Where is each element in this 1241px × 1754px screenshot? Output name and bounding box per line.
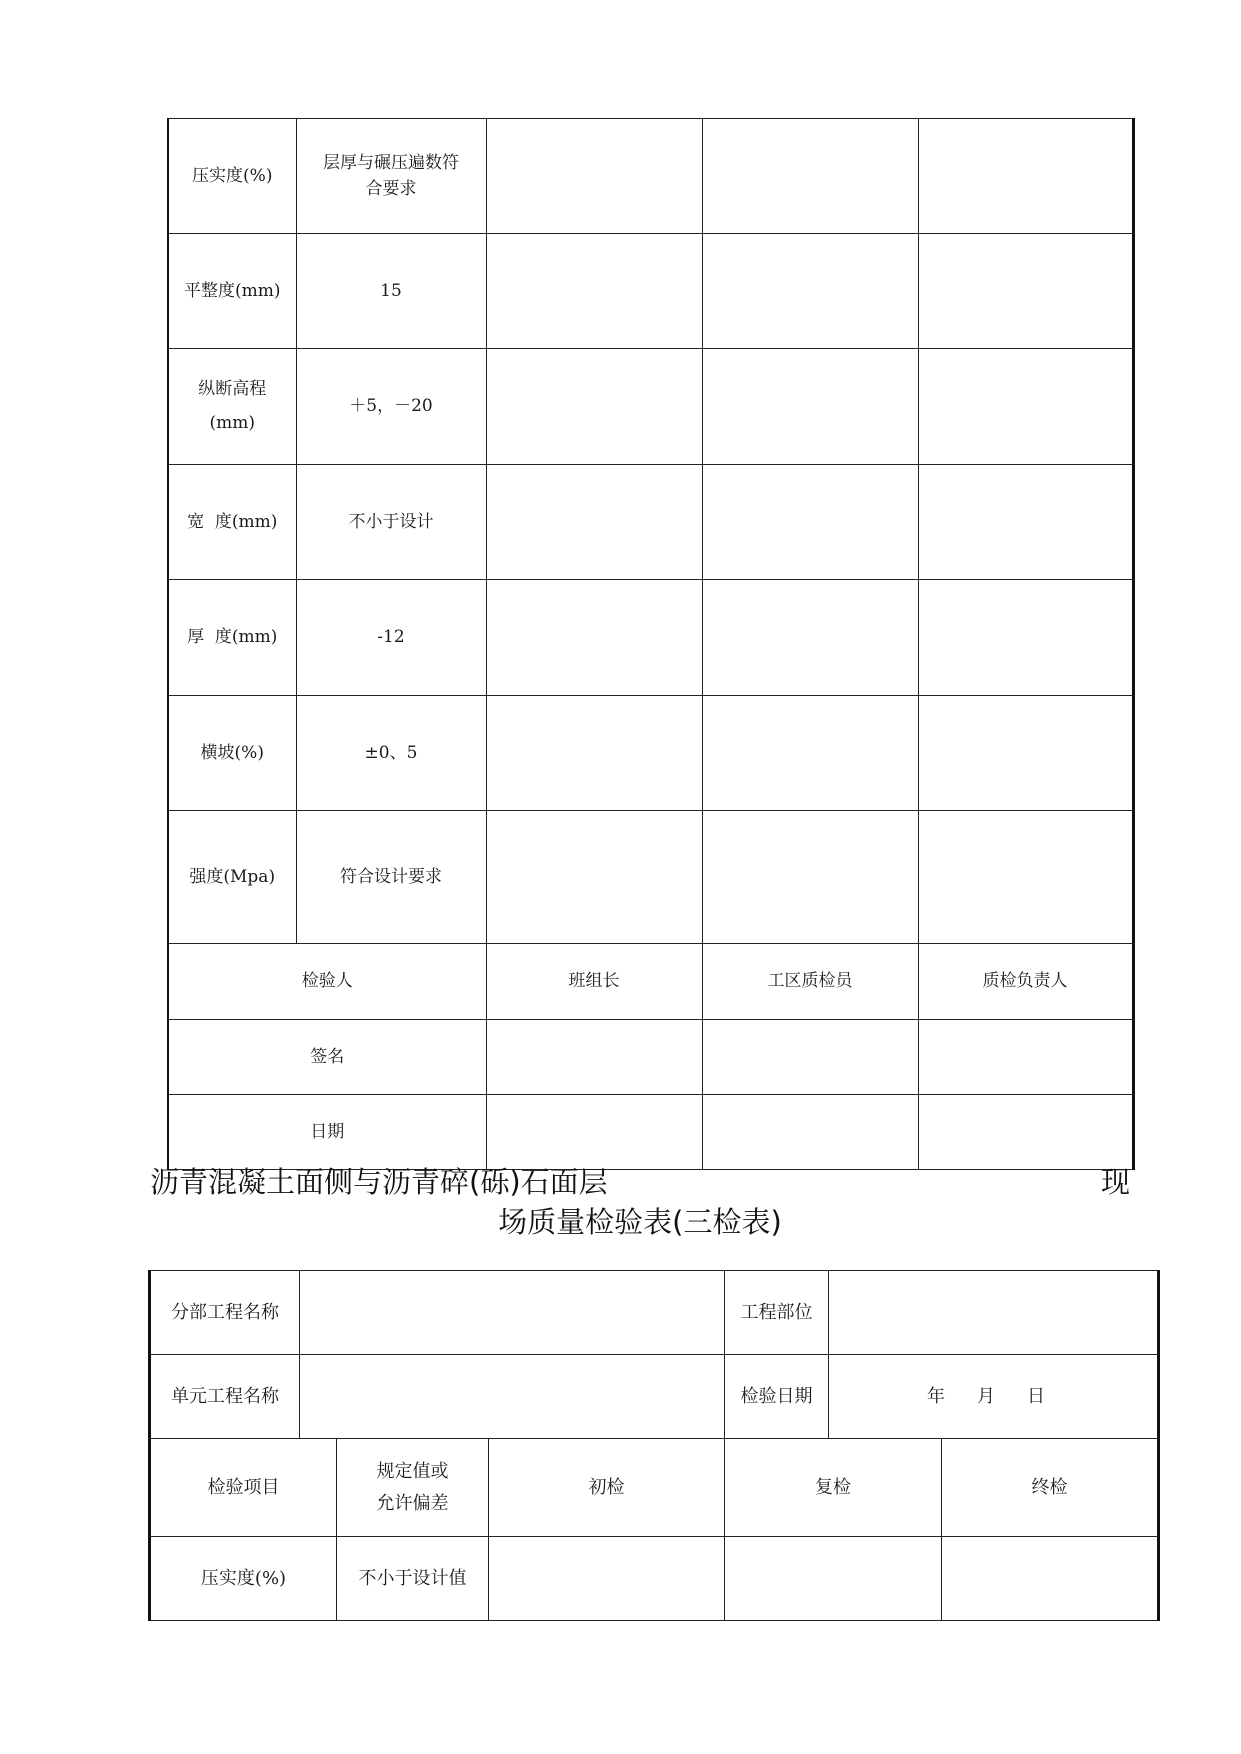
item-cell: 厚 度(mm) [168, 580, 296, 696]
division-row [150, 1271, 1159, 1355]
first-check-cell [486, 234, 702, 349]
final-check-cell [918, 119, 1133, 234]
division-name-field[interactable] [300, 1271, 725, 1355]
division-label: 分部工程名称 [150, 1271, 300, 1355]
first-check-cell[interactable] [489, 1537, 725, 1621]
final-check-header: 终检 [942, 1439, 1159, 1537]
table-row [168, 811, 1133, 944]
spec-cell: 不小于设计值 [337, 1537, 489, 1621]
header-row [150, 1439, 1159, 1537]
date-label: 日期 [168, 1095, 486, 1170]
inspector-header: 检验人 [168, 944, 486, 1020]
second-check-header: 复检 [725, 1439, 942, 1537]
signature-header-row [168, 944, 1133, 1020]
second-check-cell [702, 349, 918, 465]
unit-label: 单元工程名称 [150, 1355, 300, 1439]
first-check-cell [486, 580, 702, 696]
location-field[interactable] [829, 1271, 1159, 1355]
item-cell: 横坡(%) [168, 696, 296, 811]
location-label: 工程部位 [725, 1271, 829, 1355]
spec-header: 规定值或允许偏差 [337, 1439, 489, 1537]
form-title-line1 [150, 1160, 1130, 1201]
area-inspector-date[interactable] [702, 1095, 918, 1170]
item-cell: 平整度(mm) [168, 234, 296, 349]
final-check-cell [918, 811, 1133, 944]
spec-cell: 不小于设计 [296, 465, 486, 580]
item-cell: 强度(Mpa) [168, 811, 296, 944]
item-cell: 压实度(%) [168, 119, 296, 234]
second-check-cell [702, 465, 918, 580]
table-row [168, 580, 1133, 696]
second-check-cell[interactable] [725, 1537, 942, 1621]
item-header: 检验项目 [150, 1439, 337, 1537]
final-check-cell [918, 465, 1133, 580]
date-day: 日 [1027, 1385, 1046, 1407]
qc-manager-signature[interactable] [918, 1020, 1133, 1095]
form-title-right: 现 [1100, 1165, 1130, 1199]
table-row [168, 119, 1133, 234]
final-check-cell [918, 349, 1133, 465]
date-row [168, 1095, 1133, 1170]
form-title-line2: 场质量检验表(三检表) [498, 1205, 782, 1239]
first-check-cell [486, 696, 702, 811]
area-inspector-header: 工区质检员 [702, 944, 918, 1020]
second-check-cell [702, 580, 918, 696]
second-check-cell [702, 234, 918, 349]
spec-cell: 15 [296, 234, 486, 349]
table-row [168, 465, 1133, 580]
date-year: 年 [927, 1385, 946, 1407]
item-cell: 压实度(%) [150, 1537, 337, 1621]
unit-name-field[interactable] [300, 1355, 725, 1439]
inspection-date-label: 检验日期 [725, 1355, 829, 1439]
final-check-cell [918, 696, 1133, 811]
inspection-form-table [148, 1270, 1160, 1621]
team-leader-date[interactable] [486, 1095, 702, 1170]
second-check-cell [702, 696, 918, 811]
signature-row [168, 1020, 1133, 1095]
second-check-cell [702, 119, 918, 234]
second-check-cell [702, 811, 918, 944]
first-check-header: 初检 [489, 1439, 725, 1537]
table-row [168, 349, 1133, 465]
spec-cell: 符合设计要求 [296, 811, 486, 944]
table-row [150, 1537, 1159, 1621]
spec-cell: ＋5，－20 [296, 349, 486, 465]
final-check-cell [918, 234, 1133, 349]
item-cell: 宽 度(mm) [168, 465, 296, 580]
final-check-cell[interactable] [942, 1537, 1159, 1621]
team-leader-signature[interactable] [486, 1020, 702, 1095]
first-check-cell [486, 811, 702, 944]
final-check-cell [918, 580, 1133, 696]
spec-cell: 层厚与碾压遍数符合要求 [296, 119, 486, 234]
qc-manager-date[interactable] [918, 1095, 1133, 1170]
spec-cell: ±0、5 [296, 696, 486, 811]
item-cell: 纵断高程(mm) [168, 349, 296, 465]
first-check-cell [486, 119, 702, 234]
date-month: 月 [977, 1385, 996, 1407]
inspection-date-field[interactable] [829, 1355, 1159, 1439]
team-leader-header: 班组长 [486, 944, 702, 1020]
first-check-cell [486, 349, 702, 465]
inspection-table-continued [167, 118, 1135, 1170]
first-check-cell [486, 465, 702, 580]
table-row [168, 234, 1133, 349]
table-row [168, 696, 1133, 811]
area-inspector-signature[interactable] [702, 1020, 918, 1095]
qc-manager-header: 质检负责人 [918, 944, 1133, 1020]
form-title-left: 沥青混凝土面侧与沥青碎(砾)石面层 [150, 1165, 608, 1199]
signature-label: 签名 [168, 1020, 486, 1095]
unit-row [150, 1355, 1159, 1439]
spec-cell: -12 [296, 580, 486, 696]
